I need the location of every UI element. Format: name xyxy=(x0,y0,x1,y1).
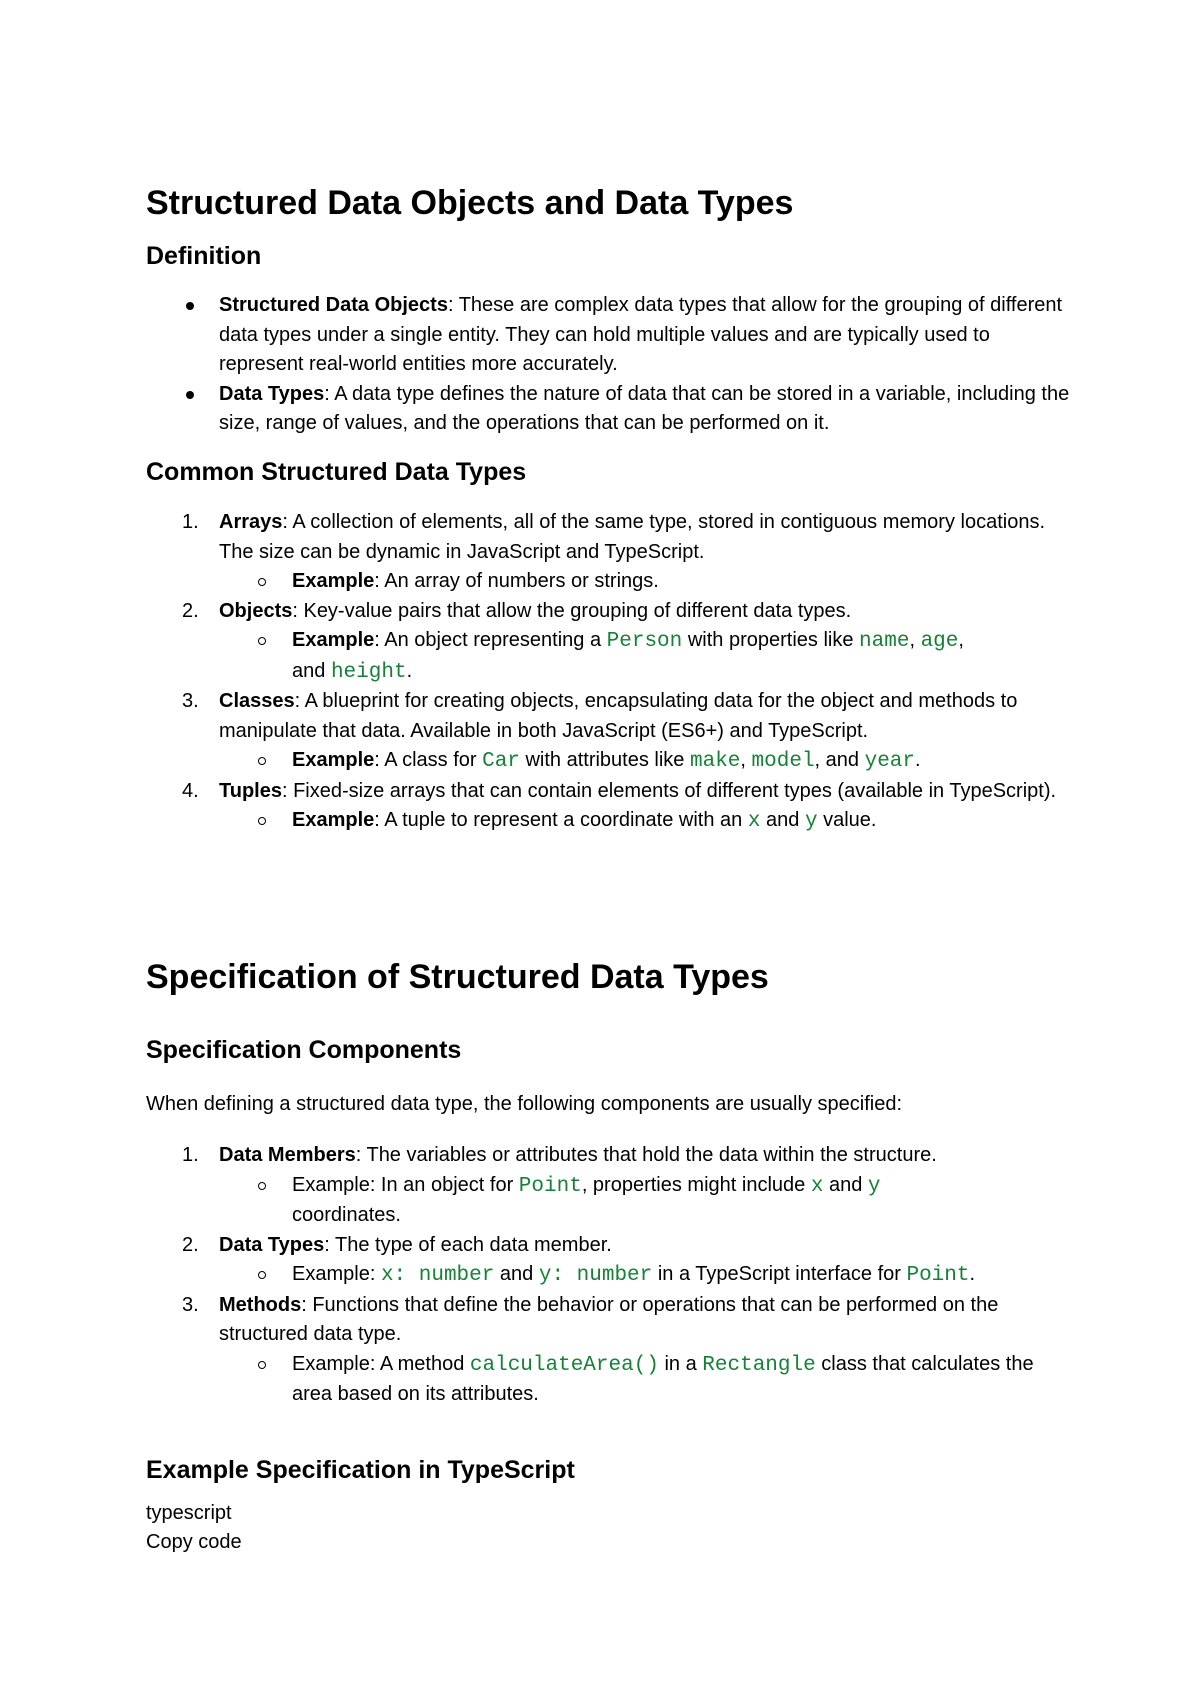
example-text: . xyxy=(969,1263,976,1285)
example-text: : An array of numbers or strings. xyxy=(374,570,659,592)
code-language-label: typescript xyxy=(146,1502,232,1524)
sub-list-item xyxy=(146,567,1070,597)
code-age: age xyxy=(920,630,959,653)
example-text: with attributes like xyxy=(519,749,690,771)
list-item xyxy=(146,1231,1070,1261)
term: Tuples xyxy=(219,779,282,802)
example-text: . xyxy=(406,659,413,682)
code-height: height xyxy=(330,660,407,684)
term: Data Members xyxy=(219,1144,356,1166)
definition-text: : A data type defines the nature of data that can be stored in a variable, including the size, range of values, and the operations that can be performed on it. xyxy=(219,382,1070,434)
example-text: and xyxy=(760,809,805,831)
example-text: class that calculates the area based on its attributes. xyxy=(292,1352,1034,1405)
example-text: . xyxy=(915,749,921,771)
example-text: Example: In an object for xyxy=(292,1173,519,1196)
list-number: 2. xyxy=(182,1233,199,1256)
spec-components-heading: Specification Components xyxy=(146,1036,462,1064)
example-heading: Example Specification in TypeScript xyxy=(146,1456,575,1484)
sub-list-item xyxy=(146,806,1070,837)
hollow-bullet-icon xyxy=(258,1271,266,1279)
example-text: and xyxy=(823,1173,868,1196)
sub-list-item xyxy=(146,1171,1070,1231)
example-text: and xyxy=(292,659,331,682)
example-text: and xyxy=(494,1263,539,1285)
term: Structured Data Objects xyxy=(219,294,448,316)
definition-list xyxy=(146,291,1070,439)
example-text: Example: xyxy=(292,1263,381,1285)
sub-list-item xyxy=(146,1350,1070,1410)
example-label: Example xyxy=(292,809,375,831)
sub-list-item xyxy=(146,1260,1070,1291)
example-text: in a TypeScript interface for xyxy=(652,1263,907,1285)
item-text: : Fixed-size arrays that can contain elements of different types (available in TypeScript). xyxy=(281,779,1057,802)
sub-list-item xyxy=(146,626,1070,687)
term: Arrays xyxy=(219,511,283,533)
code-point: Point xyxy=(518,1174,582,1198)
code-point: Point xyxy=(906,1264,970,1287)
hollow-bullet-icon xyxy=(258,817,266,825)
example-text: with properties like xyxy=(682,629,860,651)
list-item xyxy=(146,1291,1070,1350)
list-item xyxy=(146,380,1070,439)
definition-text: : These are complex data types that allow for the grouping of different data types under a single entity. They can hold multiple values and are typically used to represent real-world entities more accurately. xyxy=(219,294,1063,375)
list-item xyxy=(146,291,1070,380)
code-car: Car xyxy=(482,750,520,773)
term: Classes xyxy=(219,690,295,712)
code-year: year xyxy=(864,750,916,773)
list-item xyxy=(146,777,1070,807)
item-text: : A collection of elements, all of the same type, stored in contiguous memory locations. The size can be dynamic in JavaScript and TypeScript. xyxy=(219,511,1046,563)
separator: , xyxy=(909,629,921,651)
list-number: 3. xyxy=(182,1293,199,1316)
list-number: 1. xyxy=(182,1144,199,1166)
item-text: : Key-value pairs that allow the grouping of different data types. xyxy=(292,599,852,622)
list-item xyxy=(146,597,1070,627)
main-title: Structured Data Objects and Data Types xyxy=(146,184,794,222)
code-calculate-area: calculateArea() xyxy=(469,1353,659,1377)
example-label: Example xyxy=(292,749,375,771)
code-y: y xyxy=(867,1174,881,1198)
term: Methods xyxy=(219,1293,302,1316)
definition-heading: Definition xyxy=(146,242,262,270)
list-item xyxy=(146,1141,1070,1171)
code-name: name xyxy=(859,630,910,653)
item-text: : Functions that define the behavior or operations that can be performed on the structured data type. xyxy=(219,1293,999,1345)
bullet-icon xyxy=(186,391,194,399)
example-text: : A tuple to represent a coordinate with an xyxy=(374,809,748,831)
list-item xyxy=(146,508,1070,567)
hollow-bullet-icon xyxy=(258,1182,266,1190)
separator: , xyxy=(740,749,752,771)
code-x: x xyxy=(810,1174,824,1198)
list-number: 2. xyxy=(182,599,199,622)
hollow-bullet-icon xyxy=(258,1361,266,1369)
code-make: make xyxy=(689,750,741,773)
example-text: in a xyxy=(658,1352,703,1375)
list-number: 1. xyxy=(182,511,199,533)
item-text: : The type of each data member. xyxy=(324,1233,612,1256)
example-label: Example xyxy=(292,570,375,592)
list-item xyxy=(146,687,1070,746)
example-label: Example xyxy=(292,629,375,651)
code-person: Person xyxy=(606,630,683,653)
hollow-bullet-icon xyxy=(258,578,266,586)
bullet-icon xyxy=(186,302,194,310)
example-text: , properties might include xyxy=(581,1173,811,1196)
code-model: model xyxy=(751,750,815,773)
hollow-bullet-icon xyxy=(258,757,266,765)
example-text: value. xyxy=(817,809,877,831)
list-number: 4. xyxy=(182,779,199,802)
example-text: coordinates. xyxy=(292,1204,401,1226)
copy-code-button[interactable]: Copy code xyxy=(146,1531,242,1553)
code-y: y xyxy=(804,810,818,833)
term: Objects xyxy=(219,599,293,622)
list-number: 3. xyxy=(182,690,199,712)
hollow-bullet-icon xyxy=(258,637,266,645)
example-text: Example: A method xyxy=(292,1352,470,1375)
spec-components-list xyxy=(146,1141,1070,1410)
separator: , xyxy=(958,629,964,651)
example-text: : An object representing a xyxy=(374,629,607,651)
sub-list-item xyxy=(146,746,1070,777)
spec-title: Specification of Structured Data Types xyxy=(146,958,769,996)
term: Data Types xyxy=(219,382,325,405)
item-text: : A blueprint for creating objects, encapsulating data for the object and methods to manipulate that data. Available in both JavaScript (ES6+) and TypeScript. xyxy=(219,690,1018,742)
example-text: : A class for xyxy=(374,749,483,771)
separator: , and xyxy=(814,749,865,771)
common-types-list xyxy=(146,508,1070,837)
item-text: : The variables or attributes that hold the data within the structure. xyxy=(355,1144,937,1166)
code-x-number: x: number xyxy=(380,1264,495,1287)
code-rectangle: Rectangle xyxy=(702,1353,816,1377)
common-types-heading: Common Structured Data Types xyxy=(146,458,527,486)
code-x: x xyxy=(747,810,761,833)
code-y-number: y: number xyxy=(538,1264,653,1287)
spec-intro: When defining a structured data type, the following components are usually specified: xyxy=(146,1093,902,1115)
term: Data Types xyxy=(219,1233,325,1256)
